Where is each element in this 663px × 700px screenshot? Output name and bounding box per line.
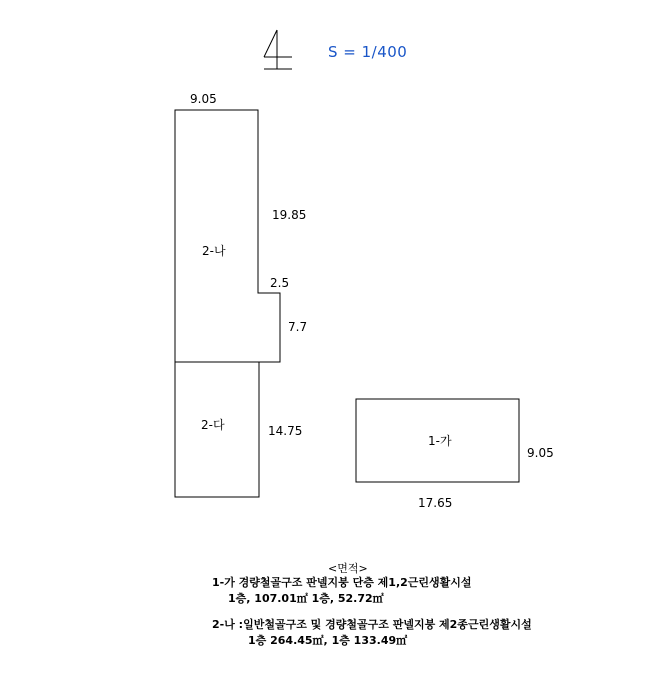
building-label-2da: 2-다: [201, 418, 225, 432]
area-note-line-1ga: 1-가 경량철골구조 판넬지붕 단층 제1,2근린생활시설: [212, 576, 472, 589]
dimension-1ga-width: 17.65: [418, 496, 453, 510]
dimension-2da-height: 14.75: [268, 424, 303, 438]
building-label-2na: 2-나: [202, 244, 226, 258]
dimension-2na-height: 19.85: [272, 208, 307, 222]
dimension-1ga-height: 9.05: [527, 446, 554, 460]
area-note-line-2na-area: 1층 264.45㎡, 1층 133.49㎡: [248, 634, 408, 647]
dimension-2na-width: 9.05: [190, 92, 217, 106]
area-note-title: <면적>: [328, 562, 368, 575]
dimension-2na-step-width: 2.5: [270, 276, 290, 290]
area-note-line-2na: 2-나 :일반철골구조 및 경량철골구조 판넬지붕 제2종근린생활시설: [212, 618, 532, 631]
building-label-1ga: 1-가: [428, 434, 452, 448]
area-note-line-1ga-area: 1층, 107.01㎡ 1층, 52.72㎡: [228, 592, 384, 605]
building-outline-2na: [175, 110, 280, 362]
scale-label: S = 1/400: [328, 43, 408, 61]
north-arrow-icon: [264, 30, 292, 69]
dimension-2na-step-height: 7.7: [288, 320, 308, 334]
